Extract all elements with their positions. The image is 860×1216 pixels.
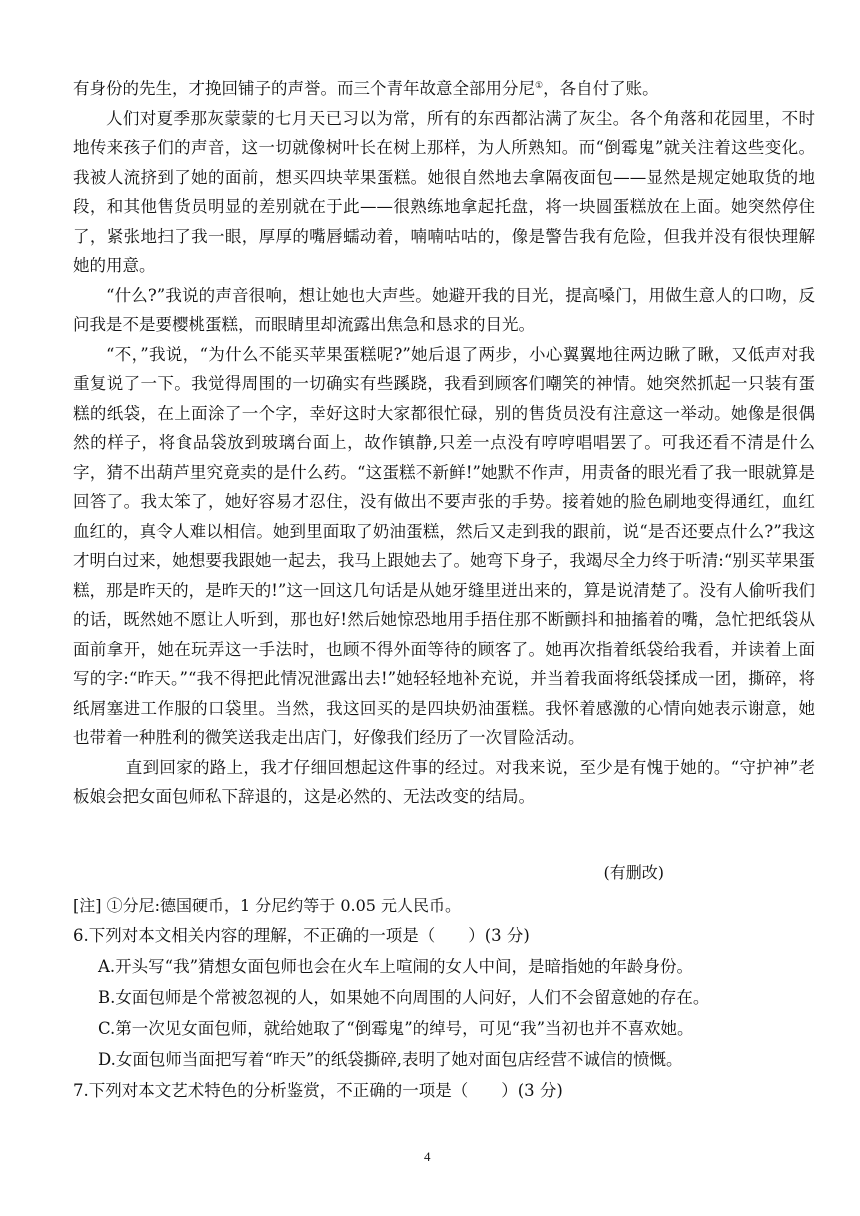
- question-7-stem: 7.下列对本文艺术特色的分析鉴赏，不正确的一项是（ ）(3 分): [73, 1081, 563, 1100]
- passage-paragraph-1: 人们对夏季那灰蒙蒙的七月天已习以为常，所有的东西都沾满了灰尘。各个角落和花园里，不时地传来孩子们的声音，这一切就像树叶长在树上那样，为人所熟知。而“倒霉鬼”就关注着这些变化。我被人流挤到了她的面前，想买四块苹果蛋糕。她很自然地去拿隔夜面包——显然是规定她取货的地段，和其他售货员明显的差别就在于此——很熟练地拿起托盘，将一块圆蛋糕放在上面。她突然停住了，紧张地扫了我一眼，厚厚的嘴唇蠕动着，喃喃咕咕的，像是警告我有危险，但我并没有很快理解她的用意。: [73, 108, 815, 275]
- footnote: [注] ①分尼:德国硬币，1 分尼约等于 0.05 元人民币。: [73, 896, 462, 915]
- question-6-stem: 6.下列对本文相关内容的理解，不正确的一项是（ ）(3 分): [73, 926, 530, 945]
- passage-paragraph-0: 有身份的先生，才挽回铺子的声誉。而三个青年故意全部用分尼①，各自付了账。: [73, 79, 659, 98]
- passage-paragraph-2: “什么?”我说的声音很响，想让她也大声些。她避开我的目光，提高嗓门，用做生意人的口吻，反问我是不是要樱桃蛋糕，而眼睛里却流露出焦急和恳求的目光。: [73, 285, 815, 334]
- passage: [73, 74, 815, 812]
- passage-paragraph-4: 直到回家的路上，我才仔细回想起这件事的经过。对我来说，至少是有愧于她的。“守护神”老板娘会把女面包师私下辞退的，这是必然的、无法改变的结局。: [73, 757, 815, 806]
- question-6-option-d: D.女面包师当面把写着“昨天”的纸袋撕碎,表明了她对面包店经营不诚信的愤慨。: [98, 1050, 683, 1069]
- question-6-option-b: B.女面包师是个常被忽视的人，如果她不向周围的人问好，人们不会留意她的存在。: [98, 988, 710, 1007]
- question-6-option-c: C.第一次见女面包师，就给她取了“倒霉鬼”的绰号，可见“我”当初也并不喜欢她。: [98, 1019, 694, 1038]
- passage-paragraph-3: “不，”我说，“为什么不能买苹果蛋糕呢?”她后退了两步，小心翼翼地往两边瞅了瞅，又低声对我重复说了一下。我觉得周围的一切确实有些蹊跷，我看到顾客们嘲笑的神情。她突然抓起一只装有蛋糕的纸袋，在上面涂了一个字，幸好这时大家都很忙碌，别的售货员没有注意这一举动。她像是很偶然的样子，将食品袋放到玻璃台面上，故作镇静,只差一点没有哼哼唱唱罢了。可我还看不清是什么字，猜不出葫芦里究竟卖的是什么药。“这蛋糕不新鲜!”她默不作声，用责备的眼光看了我一眼就算是回答了。我太笨了，她好容易才忍住，没有做出不要声张的手势。接着她的脸色刷地变得通红，血红血红的，真令人难以相信。她到里面取了奶油蛋糕，然后又走到我的跟前，说“是否还要点什么?”我这才明白过来，她想要我跟她一起去，我马上跟她去了。她弯下身子，我竭尽全力终于听清:“别买苹果蛋糕，那是昨天的，是昨天的!”这一回这几句话是从她牙缝里迸出来的，算是说清楚了。没有人偷听我们的话，既然她不愿让人听到，那也好!然后她惊恐地用手捂住那不断颤抖和抽搐着的嘴，急忙把纸袋从面前拿开，她在玩弄这一手法时，也顾不得外面等待的顾客了。她再次指着纸袋给我看，并读着上面写的字:“昨天。”“我不得把此情况泄露出去!”她轻轻地补充说，并当着我面将纸袋揉成一团，撕碎，将纸屑塞进工作服的口袋里。当然，我这回买的是四块奶油蛋糕。我怀着感激的心情向她表示谢意，她也带着一种胜利的微笑送我走出店门，好像我们经历了一次冒险活动。: [73, 344, 815, 747]
- footnote-marker: ①: [535, 81, 544, 91]
- page-number: 4: [424, 1149, 431, 1164]
- question-6-option-a: A.开头写“我”猜想女面包师也会在火车上喧闹的女人中间，是暗指她的年龄身份。: [98, 957, 694, 976]
- source-note: (有删改): [603, 863, 664, 882]
